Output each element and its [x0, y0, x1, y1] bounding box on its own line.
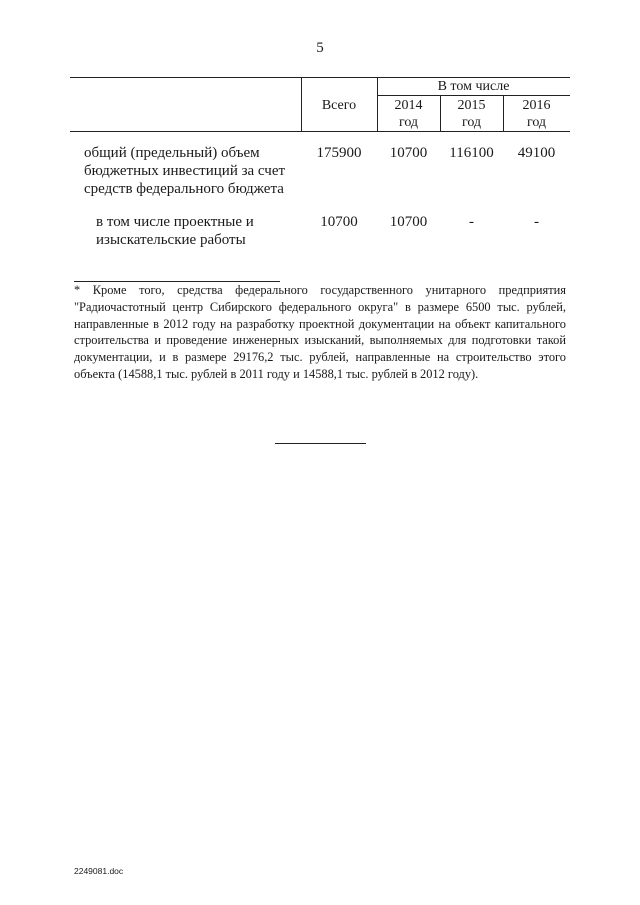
- investment-table: [70, 77, 570, 257]
- header-total: Всего: [321, 98, 357, 113]
- row-value-2016: 49100: [517, 145, 556, 161]
- row-label: в том числе проектные и изыскательские работы: [96, 214, 254, 248]
- footnote: * Кроме того, средства федерального государственного унитарного предприятия "Радиочастотный центр Сибирского федерального округа" в размере 6500 тыс. рублей, направленные в 2012 году на разработку проектной документации на объект капитального строительства и проведение инженерных изысканий, выполняемых для подготовки такой документации, и в размере 29176,2 тыс. рублей, направленные на строительство этого объекта (14588,1 тыс. рублей в 2011 году и 14588,1 тыс. рублей в 2012 году).: [74, 283, 566, 381]
- row-total: 175900: [316, 145, 362, 161]
- row-value-2016: -: [534, 214, 539, 230]
- header-bottom-rule: [70, 131, 570, 132]
- file-id: 2249081.doc: [74, 866, 124, 876]
- header-group: В том числе: [437, 79, 510, 94]
- page-number: 5: [316, 40, 324, 56]
- row-value-2015: 116100: [449, 145, 494, 161]
- header-year-2016: 2016 год: [522, 98, 551, 130]
- row-label: общий (предельный) объем бюджетных инвестиций за счет средств федерального бюджета: [84, 145, 286, 197]
- header-year-2014: 2014 год: [394, 98, 423, 130]
- group-header-rule: [377, 95, 570, 96]
- header-year-2015: 2015 год: [457, 98, 486, 130]
- row-value-2014: 10700: [389, 214, 428, 230]
- row-value-2015: -: [469, 214, 474, 230]
- row-value-2014: 10700: [389, 145, 428, 161]
- row-total: 10700: [320, 214, 358, 230]
- end-of-document-rule: [275, 443, 366, 444]
